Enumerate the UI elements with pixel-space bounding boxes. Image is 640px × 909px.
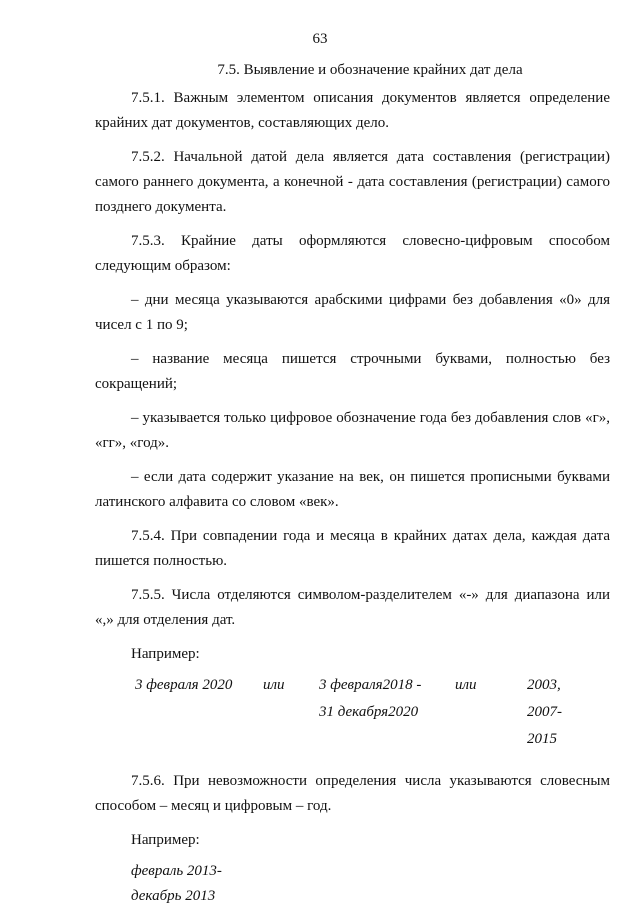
example-or-2: или — [455, 677, 477, 693]
rule-century: – если дата содержит указание на век, он пишется прописными буквами латинского алфавита со словом «век». — [95, 469, 610, 510]
example-list-1: 2003, — [527, 677, 561, 693]
example-month-end: декабрь 2013 — [131, 888, 216, 904]
example-list-3: 2015 — [527, 731, 557, 747]
paragraph-7-5-5: 7.5.5. Числа отделяются символом-разделителем «-» для диапазона или «,» для отделения дат. — [95, 587, 610, 628]
paragraph-7-5-2: 7.5.2. Начальной датой дела является дата составления (регистрации) самого раннего документа, а конечной - дата составления (регистрации) самого позднего документа. — [95, 149, 610, 215]
example-label-2: Например: — [131, 832, 200, 848]
example-label-1: Например: — [131, 646, 200, 662]
example-range-start: 3 февраля2018 - — [319, 677, 422, 693]
paragraph-7-5-6: 7.5.6. При невозможности определения числа указываются словесным способом – месяц и цифровым – год. — [95, 773, 610, 814]
paragraph-7-5-3: 7.5.3. Крайние даты оформляются словесно-цифровым способом следующим образом: — [95, 233, 610, 274]
paragraph-7-5-4: 7.5.4. При совпадении года и месяца в крайних датах дела, каждая дата пишется полностью. — [95, 528, 610, 569]
example-list-2: 2007- — [527, 704, 562, 720]
example-or-1: или — [263, 677, 285, 693]
section-title: 7.5. Выявление и обозначение крайних дат дела — [217, 62, 523, 78]
rule-year-digits: – указывается только цифровое обозначение года без добавления слов «г», «гг», «год». — [95, 410, 610, 451]
page-number: 63 — [312, 31, 328, 47]
rule-month-name: – название месяца пишется строчными буквами, полностью без сокращений; — [95, 351, 610, 392]
document-body — [95, 86, 610, 909]
example-range-end: 31 декабря2020 — [319, 704, 419, 720]
date-examples — [95, 673, 610, 757]
example-month-start: февраль 2013- — [131, 863, 222, 879]
rule-day-digits: – дни месяца указываются арабскими цифрами без добавления «0» для чисел с 1 по 9; — [95, 292, 610, 333]
paragraph-7-5-1: 7.5.1. Важным элементом описания документов является определение крайних дат документов, составляющих дело. — [95, 90, 610, 131]
example-single-date: 3 февраля 2020 — [135, 677, 233, 693]
